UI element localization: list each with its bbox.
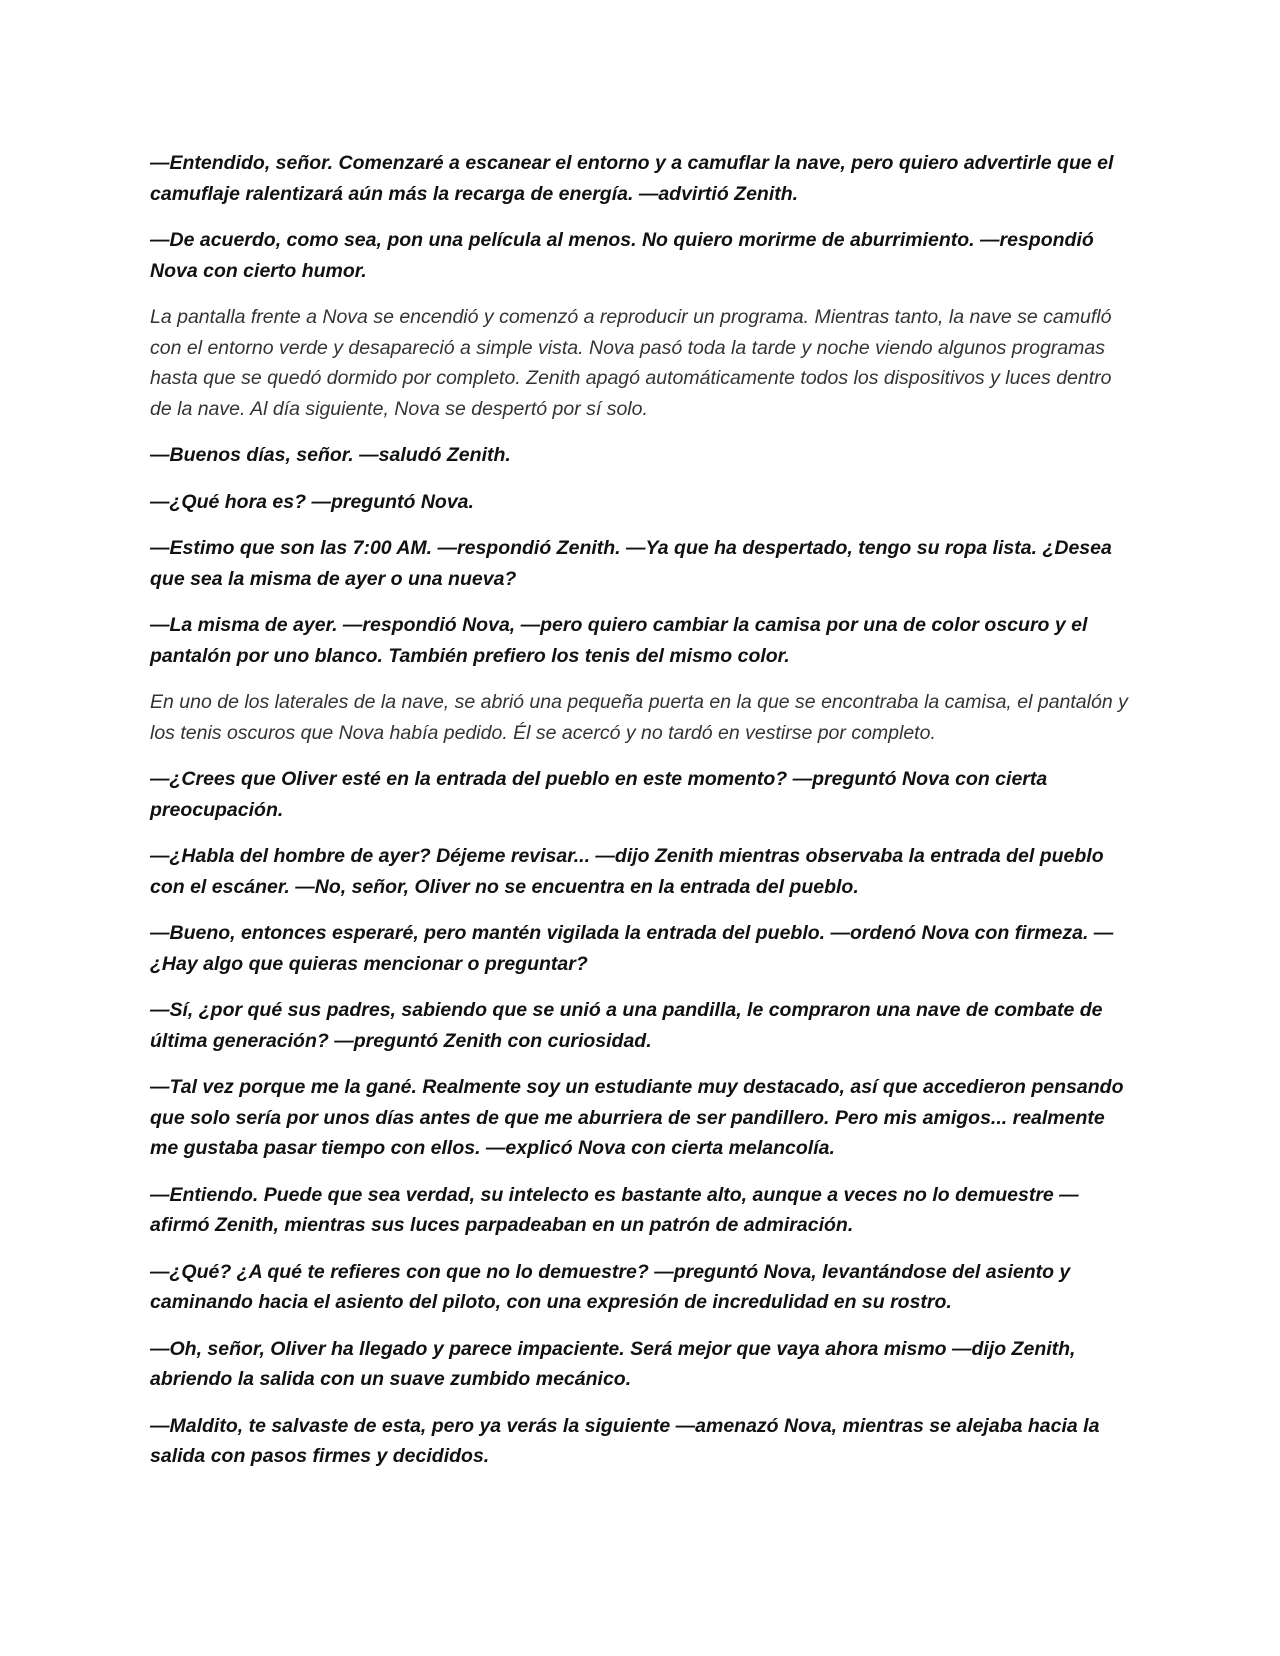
paragraph-dialogue: —Tal vez porque me la gané. Realmente soy un estudiante muy destacado, así que accedieron pensando que solo sería por unos días antes de que me aburriera de ser pandillero. Pero mis amigos... realmente me gustaba pasar tiempo con ellos. —explicó Nova con cierta melancolía.: [150, 1076, 1124, 1159]
paragraph-dialogue: —La misma de ayer. —respondió Nova, —pero quiero cambiar la camisa por una de color oscuro y el pantalón por uno blanco. También prefiero los tenis del mismo color.: [150, 614, 1088, 667]
paragraph-dialogue: —¿Crees que Oliver esté en la entrada del pueblo en este momento? —preguntó Nova con cierta preocupación.: [150, 768, 1048, 821]
paragraph-dialogue: —De acuerdo, como sea, pon una película al menos. No quiero morirme de aburrimiento. —respondió Nova con cierto humor.: [150, 229, 1094, 282]
paragraph-narration: La pantalla frente a Nova se encendió y comenzó a reproducir un programa. Mientras tanto, la nave se camufló con el entorno verde y desapareció a simple vista. Nova pasó toda la tarde y noche viendo algunos programas hasta que se quedó dormido por completo. Zenith apagó automáticamente todos los dispositivos y luces dentro de la nave. Al día siguiente, Nova se despertó por sí solo.: [150, 306, 1112, 420]
paragraph-dialogue: —Entendido, señor. Comenzaré a escanear el entorno y a camuflar la nave, pero quiero advertirle que el camuflaje ralentizará aún más la recarga de energía. —advirtió Zenith.: [150, 152, 1114, 205]
paragraph-dialogue: —Buenos días, señor. —saludó Zenith.: [150, 444, 511, 466]
paragraph-dialogue: —Estimo que son las 7:00 AM. —respondió Zenith. —Ya que ha despertado, tengo su ropa lista. ¿Desea que sea la misma de ayer o una nueva?: [150, 537, 1112, 590]
paragraph-dialogue: —¿Qué hora es? —preguntó Nova.: [150, 490, 474, 513]
paragraph-dialogue: —¿Habla del hombre de ayer? Déjeme revisar... —dijo Zenith mientras observaba la entrada del pueblo con el escáner. —No, señor, Oliver no se encuentra en la entrada del pueblo.: [150, 845, 1104, 898]
paragraph-dialogue: —Sí, ¿por qué sus padres, sabiendo que se unió a una pandilla, le compraron una nave de combate de última generación? —preguntó Zenith con curiosidad.: [150, 999, 1103, 1052]
paragraph-dialogue: —Bueno, entonces esperaré, pero mantén vigilada la entrada del pueblo. —ordenó Nova con firmeza. —¿Hay algo que quieras mencionar o preguntar?: [150, 922, 1114, 975]
paragraph-dialogue: —Oh, señor, Oliver ha llegado y parece impaciente. Será mejor que vaya ahora mismo —dijo Zenith, abriendo la salida con un suave zumbido mecánico.: [150, 1337, 1076, 1390]
paragraph-narration: En uno de los laterales de la nave, se abrió una pequeña puerta en la que se encontraba la camisa, el pantalón y los tenis oscuros que Nova había pedido. Él se acercó y no tardó en vestirse por completo.: [150, 691, 1128, 744]
paragraph-dialogue: —¿Qué? ¿A qué te refieres con que no lo demuestre? —preguntó Nova, levantándose del asiento y caminando hacia el asiento del piloto, con una expresión de incredulidad en su rostro.: [150, 1260, 1071, 1313]
document-page: [150, 148, 1132, 1488]
paragraph-dialogue: —Maldito, te salvaste de esta, pero ya verás la siguiente —amenazó Nova, mientras se alejaba hacia la salida con pasos firmes y decididos.: [150, 1414, 1100, 1467]
paragraph-dialogue: —Entiendo. Puede que sea verdad, su intelecto es bastante alto, aunque a veces no lo demuestre —afirmó Zenith, mientras sus luces parpadeaban en un patrón de admiración.: [150, 1183, 1079, 1236]
